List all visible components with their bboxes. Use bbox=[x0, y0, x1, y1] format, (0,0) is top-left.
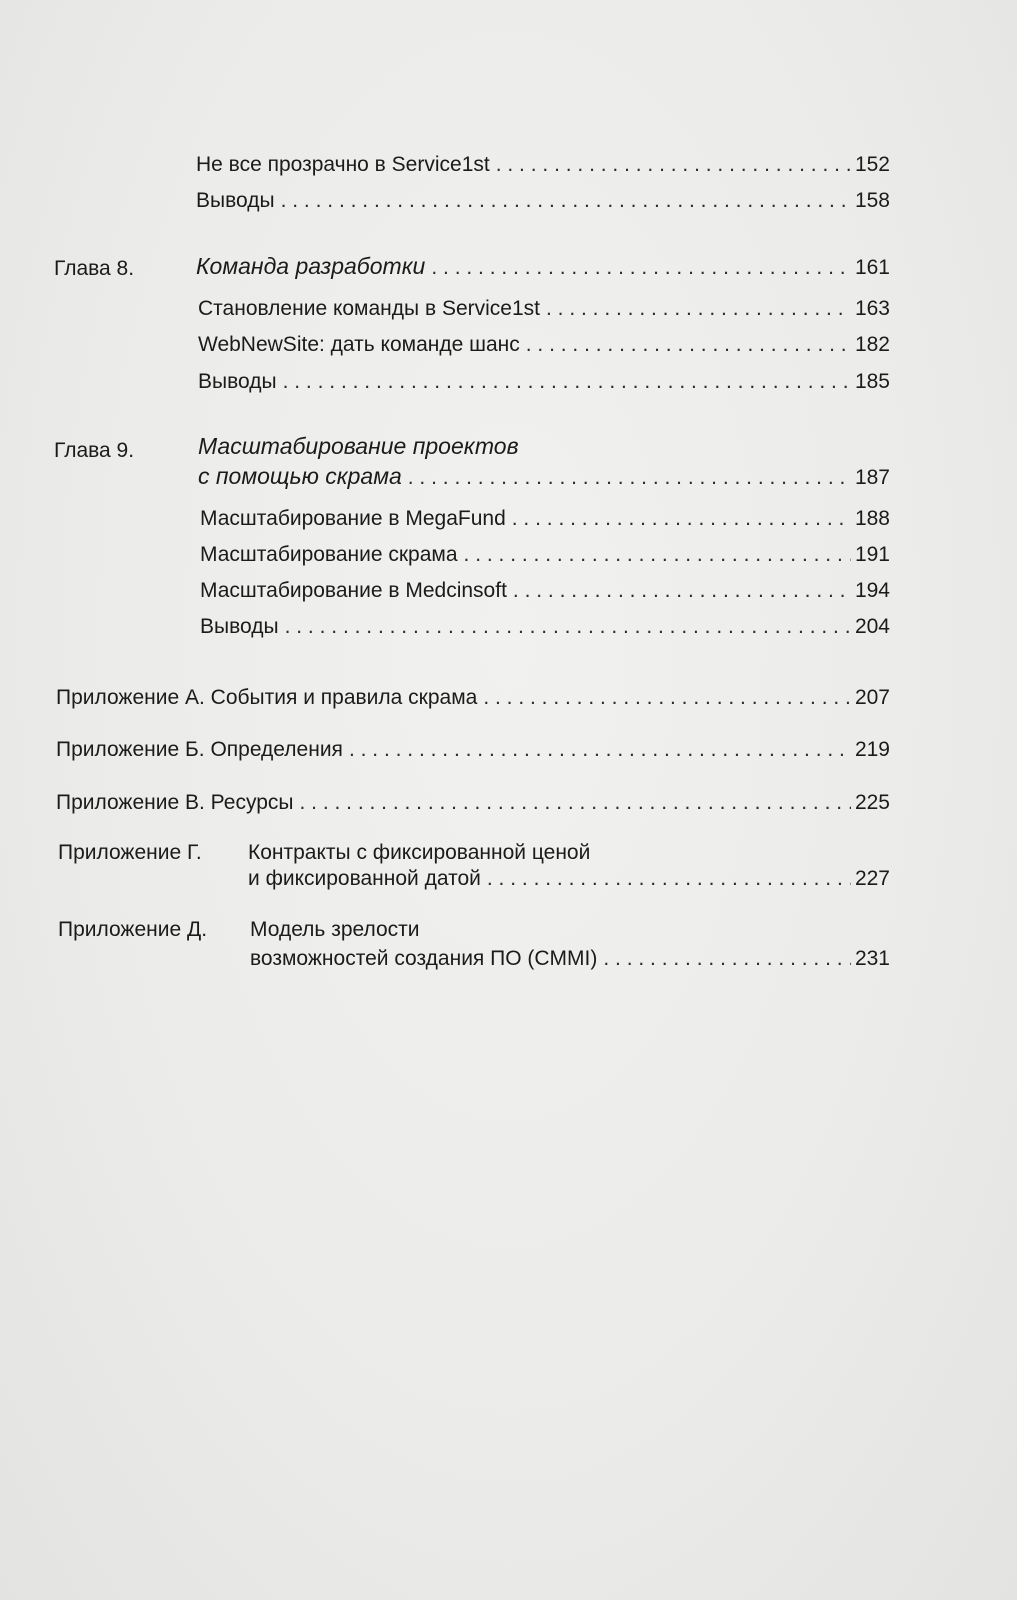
toc-entry bbox=[198, 332, 890, 358]
leader-dots bbox=[496, 152, 851, 178]
leader-dots bbox=[526, 332, 851, 358]
toc-entry-title: Масштабирование в Medcinsoft bbox=[200, 579, 507, 602]
appendix-page: 219 bbox=[854, 738, 890, 761]
leader-dots bbox=[464, 542, 851, 568]
chapter-title: Масштабирование проектов bbox=[198, 433, 519, 459]
toc-entry-title: Масштабирование в MegaFund bbox=[200, 507, 506, 530]
toc-entry-page: 188 bbox=[854, 507, 890, 530]
toc-entry bbox=[200, 542, 890, 568]
appendix-entry bbox=[56, 790, 890, 816]
toc-entry bbox=[196, 152, 890, 178]
toc-entry bbox=[196, 188, 890, 214]
appendix-title: Модель зрелости bbox=[250, 918, 420, 941]
chapter-title: Команда разработки bbox=[196, 253, 426, 279]
appendix-page: 225 bbox=[854, 791, 890, 814]
toc-entry-title: Масштабирование скрама bbox=[200, 543, 458, 566]
toc-entry-title: Выводы bbox=[198, 370, 277, 393]
leader-dots bbox=[285, 614, 851, 640]
leader-dots bbox=[431, 255, 851, 281]
leader-dots bbox=[283, 369, 851, 395]
appendix-entry bbox=[250, 946, 890, 972]
toc-entry-title: Не все прозрачно в Service1st bbox=[196, 153, 490, 176]
toc-entry-title: Выводы bbox=[196, 189, 275, 212]
appendix-title: Контракты с фиксированной ценой bbox=[248, 841, 591, 864]
leader-dots bbox=[299, 790, 850, 816]
chapter-entry bbox=[196, 253, 890, 281]
leader-dots bbox=[349, 737, 851, 763]
leader-dots bbox=[487, 866, 851, 892]
leader-dots bbox=[603, 946, 851, 972]
appendix-title: Приложение А. События и правила скрама bbox=[56, 686, 478, 709]
appendix-page: 207 bbox=[854, 686, 890, 709]
appendix-label: Приложение Г. bbox=[58, 841, 202, 864]
appendix-title: Приложение В. Ресурсы bbox=[56, 791, 294, 814]
toc-entry-title: Становление команды в Service1st bbox=[198, 297, 540, 320]
toc-entry bbox=[200, 578, 890, 604]
toc-entry-page: 194 bbox=[854, 579, 890, 602]
chapter-entry bbox=[198, 463, 890, 491]
appendix-entry bbox=[248, 866, 890, 892]
appendix-title: Приложение Б. Определения bbox=[56, 738, 343, 761]
leader-dots bbox=[408, 465, 851, 491]
appendix-entry bbox=[56, 685, 890, 711]
appendix-title-continued: возможностей создания ПО (CMMI) bbox=[250, 947, 598, 970]
toc-entry-title: Выводы bbox=[200, 615, 279, 638]
chapter-page: 161 bbox=[854, 256, 890, 279]
appendix-title-continued: и фиксированной датой bbox=[248, 867, 481, 890]
appendix-label: Приложение Д. bbox=[58, 918, 208, 941]
chapter-title-continued: с помощью скрама bbox=[198, 463, 402, 489]
chapter-page: 187 bbox=[854, 466, 890, 489]
chapter-label: Глава 9. bbox=[54, 439, 135, 462]
toc-entry bbox=[198, 369, 890, 395]
toc-entry bbox=[200, 614, 890, 640]
toc-entry-title: WebNewSite: дать команде шанс bbox=[198, 333, 520, 356]
leader-dots bbox=[483, 685, 851, 711]
leader-dots bbox=[512, 506, 851, 532]
toc-entry bbox=[198, 296, 890, 322]
toc-entry bbox=[200, 506, 890, 532]
leader-dots bbox=[281, 188, 851, 214]
toc-entry-page: 204 bbox=[854, 615, 890, 638]
toc-entry-page: 152 bbox=[854, 153, 890, 176]
toc-entry-page: 185 bbox=[854, 370, 890, 393]
appendix-entry bbox=[56, 737, 890, 763]
appendix-page: 227 bbox=[854, 867, 890, 890]
toc-entry-page: 182 bbox=[854, 333, 890, 356]
leader-dots bbox=[546, 296, 851, 322]
leader-dots bbox=[513, 578, 851, 604]
toc-entry-page: 163 bbox=[854, 297, 890, 320]
toc-entry-page: 191 bbox=[854, 543, 890, 566]
toc-entry-page: 158 bbox=[854, 189, 890, 212]
appendix-page: 231 bbox=[854, 947, 890, 970]
chapter-label: Глава 8. bbox=[54, 257, 135, 280]
